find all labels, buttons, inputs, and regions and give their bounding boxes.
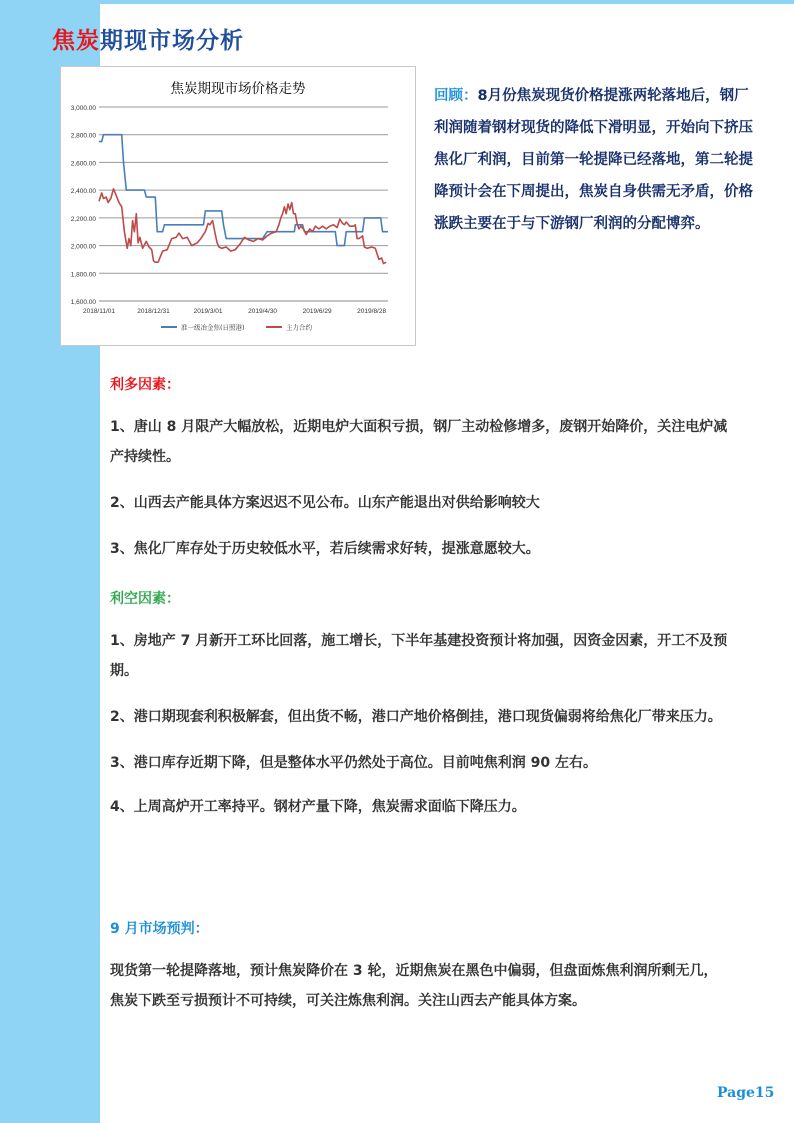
chart-svg: [61, 67, 415, 345]
chart-x-ticks: [83, 308, 387, 315]
y-tick-label: 2,800.00: [70, 132, 96, 140]
chart-legend: [161, 323, 313, 332]
y-tick-label: 1,800.00: [70, 271, 96, 279]
forecast-title: 9 月市场预判：: [110, 921, 209, 937]
page-title-accent: 焦炭: [52, 28, 100, 54]
page-number: Page15: [717, 1085, 775, 1101]
bearish-item-1: 1、房地产 7 月新开工环比回落，施工增长，下半年基建投资预计将加强，因资金因素，开工不及预期。: [110, 633, 728, 679]
forecast-section: [110, 918, 730, 1016]
review-label: 回顾：: [434, 88, 478, 104]
x-tick-label: 2019/8/28: [357, 308, 387, 315]
review-text: 8月份焦炭现货价格提涨两轮落地后，钢厂利润随着钢材现货的降低下滑明显，开始向下挤压焦化厂利润，目前第一轮提降已经落地，第二轮提降预计会在下周提出，焦炭自身供需无矛盾，价格涨跌主要在于与下游钢厂利润的分配博弈。: [434, 88, 753, 232]
x-tick-label: 2019/6/29: [302, 308, 332, 315]
bullish-section: [110, 374, 730, 564]
bullish-item-3: 3、焦化厂库存处于历史较低水平，若后续需求好转，提涨意愿较大。: [110, 541, 540, 557]
chart-lines: [99, 135, 388, 264]
series-line-2: [99, 189, 386, 264]
y-tick-label: 2,000.00: [70, 243, 96, 251]
legend-label-2: 主力合约: [286, 323, 312, 332]
bearish-item-3: 3、港口库存近期下降，但是整体水平仍然处于高位。目前吨焦利润 90 左右。: [110, 755, 597, 771]
bearish-item-2: 2、港口期现套利积极解套，但出货不畅，港口产地价格倒挂，港口现货偏弱将给焦化厂带来压力。: [110, 709, 722, 725]
bullish-item-2: 2、山西去产能具体方案迟迟不见公布。山东产能退出对供给影响较大: [110, 495, 540, 511]
y-tick-label: 2,400.00: [70, 188, 96, 196]
y-tick-label: 1,600.00: [70, 299, 96, 306]
page-title-rest: 期现市场分析: [100, 28, 244, 54]
page-title: [52, 22, 244, 55]
x-tick-label: 2019/4/30: [248, 308, 278, 315]
bearish-title: 利空因素：: [110, 591, 180, 607]
y-tick-label: 3,000.00: [70, 105, 96, 112]
bullish-item-1: 1、唐山 8 月限产大幅放松，近期电炉大面积亏损，钢厂主动检修增多，废钢开始降价，关注电炉减产持续性。: [110, 419, 728, 465]
review-paragraph: [434, 80, 754, 240]
legend-label-1: 准一级冶金焦(日照港): [181, 323, 245, 332]
bearish-section: [110, 588, 730, 822]
bearish-item-4: 4、上周高炉开工率持平。钢材产量下降，焦炭需求面临下降压力。: [110, 799, 526, 815]
chart-y-ticks: [71, 105, 97, 306]
x-tick-label: 2018/12/31: [137, 308, 170, 315]
price-trend-chart: [60, 66, 416, 346]
bullish-title: 利多因素：: [110, 377, 180, 393]
top-decorative-band: [0, 0, 794, 4]
x-tick-label: 2019/3/01: [193, 308, 223, 315]
chart-grid: [99, 107, 388, 301]
y-tick-label: 2,200.00: [70, 215, 96, 223]
chart-title: 焦炭期现市场价格走势: [170, 81, 306, 97]
forecast-text: 现货第一轮提降落地，预计焦炭降价在 3 轮，近期焦炭在黑色中偏弱，但盘面炼焦利润所剩无几，焦炭下跌至亏损预计不可持续，可关注炼焦利润。关注山西去产能具体方案。: [110, 963, 718, 1009]
x-tick-label: 2018/11/01: [82, 308, 116, 315]
y-tick-label: 2,600.00: [70, 160, 96, 168]
